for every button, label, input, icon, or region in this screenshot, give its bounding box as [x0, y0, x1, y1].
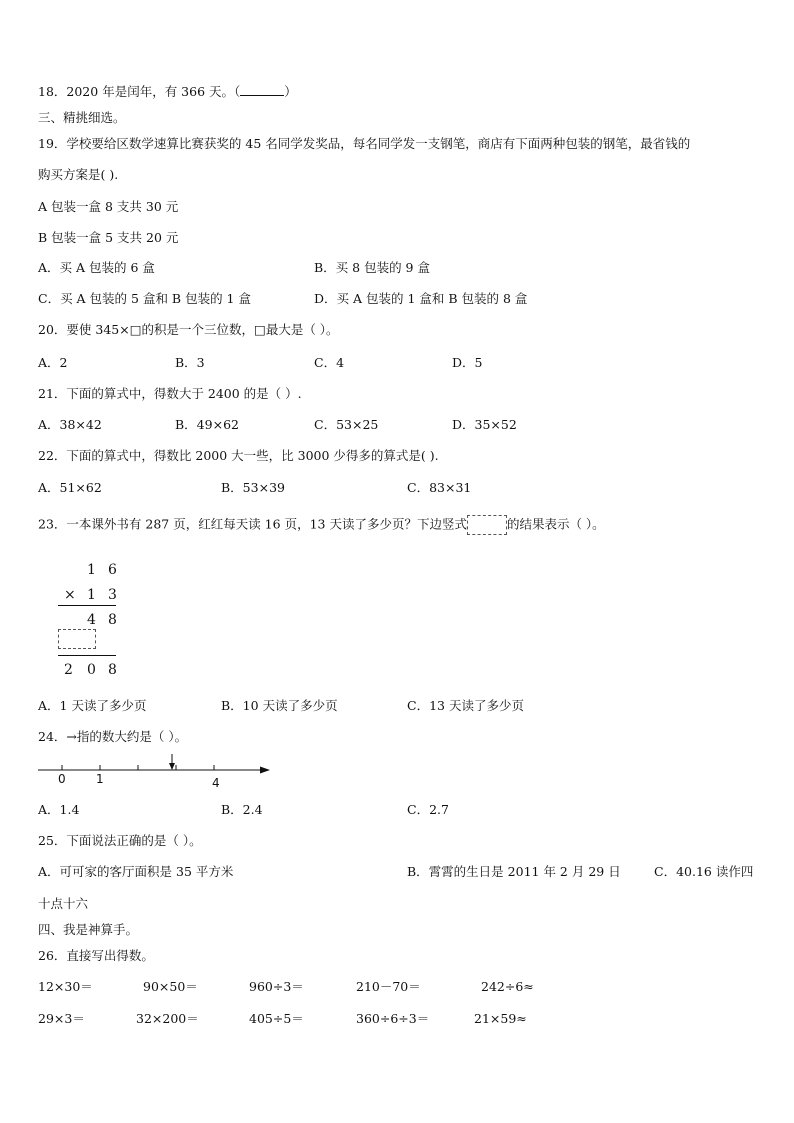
question-19-line2: 购买方案是( ). — [38, 167, 119, 182]
q25-option-a[interactable]: A．可可家的客厅面积是 35 平方米 — [38, 864, 234, 879]
q25-option-c-continuation: 十点十六 — [38, 896, 89, 911]
q20-option-c[interactable]: C．4 — [314, 355, 345, 370]
digit: 1 — [87, 562, 96, 578]
question-23-text-before: 23．一本课外书有 287 页，红红每天读 16 页，13 天读了多少页？下边竖式 — [38, 516, 467, 532]
number-line — [36, 752, 276, 792]
q19-option-a[interactable]: A．买 A 包装的 6 盒 — [38, 260, 155, 275]
number-line-label: 1 — [96, 772, 104, 786]
q23-option-c[interactable]: C．13 天读了多少页 — [407, 698, 524, 713]
q24-option-c[interactable]: C．2.7 — [407, 802, 449, 817]
divider-line — [58, 605, 116, 606]
q20-option-a[interactable]: A．2 — [38, 355, 68, 370]
calc-item[interactable]: 32×200＝ — [136, 1011, 199, 1026]
q21-option-c[interactable]: C．53×25 — [314, 417, 379, 432]
digit: 2 — [64, 662, 73, 678]
q22-option-c[interactable]: C．83×31 — [407, 480, 472, 495]
question-26: 26．直接写出得数。 — [38, 948, 154, 963]
question-23 — [38, 515, 605, 535]
digit: 0 — [87, 662, 96, 678]
section-3-heading: 三、精挑细选。 — [38, 110, 126, 125]
multiply-sign: × — [64, 587, 76, 603]
q25-option-c[interactable]: C．40.16 读作四 — [654, 864, 754, 879]
calc-item[interactable]: 29×3＝ — [38, 1011, 85, 1026]
q19-option-d[interactable]: D．买 A 包装的 1 盒和 B 包装的 8 盒 — [314, 291, 528, 306]
number-line-arrowhead — [260, 767, 270, 774]
q23-option-a[interactable]: A．1 天读了多少页 — [38, 698, 147, 713]
calc-item[interactable]: 12×30＝ — [38, 979, 93, 994]
q24-option-a[interactable]: A．1.4 — [38, 802, 80, 817]
number-line-label: 4 — [212, 776, 220, 790]
q21-option-d[interactable]: D．35×52 — [452, 417, 517, 432]
calc-item[interactable]: 210－70＝ — [356, 979, 421, 994]
question-20: 20．要使 345×□的积是一个三位数，□最大是（ ）。 — [38, 322, 339, 337]
digit: 3 — [108, 587, 117, 603]
calc-item[interactable]: 21×59≈ — [474, 1011, 527, 1026]
answer-blank[interactable] — [240, 84, 284, 96]
q22-option-b[interactable]: B．53×39 — [221, 480, 285, 495]
question-23-text-after: 的结果表示（ ）。 — [506, 516, 605, 532]
digit: 6 — [108, 562, 117, 578]
q19-option-c[interactable]: C．买 A 包装的 5 盒和 B 包装的 1 盒 — [38, 291, 251, 306]
digit: 4 — [87, 612, 96, 628]
q20-option-d[interactable]: D．5 — [452, 355, 483, 370]
question-19-line1: 19．学校要给区数学速算比赛获奖的 45 名同学发奖品，每名同学发一支钢笔，商店有下面两种包装的钢笔，最省钱的 — [38, 136, 691, 151]
digit: 8 — [108, 612, 117, 628]
q22-option-a[interactable]: A．51×62 — [38, 480, 102, 495]
section-4-heading: 四、我是神算手。 — [38, 922, 139, 937]
number-line-label: 0 — [58, 772, 66, 786]
digit: 8 — [108, 662, 117, 678]
q24-option-b[interactable]: B．2.4 — [221, 802, 263, 817]
q21-option-a[interactable]: A．38×42 — [38, 417, 102, 432]
question-21: 21．下面的算式中，得数大于 2400 的是（ ）. — [38, 386, 302, 401]
q20-option-b[interactable]: B．3 — [175, 355, 205, 370]
down-arrow-icon-head — [169, 763, 175, 770]
digit: 1 — [87, 587, 96, 603]
pack-a-description: A 包装一盒 8 支共 30 元 — [38, 199, 179, 214]
calc-item[interactable]: 360÷6÷3＝ — [356, 1011, 430, 1026]
q19-option-b[interactable]: B．买 8 包装的 9 盒 — [314, 260, 430, 275]
calc-item[interactable]: 90×50＝ — [143, 979, 198, 994]
calc-item[interactable]: 405÷5＝ — [249, 1011, 304, 1026]
q25-option-b[interactable]: B．霄霄的生日是 2011 年 2 月 29 日 — [407, 864, 621, 879]
question-25: 25．下面说法正确的是（ ）。 — [38, 833, 202, 848]
calc-item[interactable]: 242÷6≈ — [481, 979, 534, 994]
divider-line — [58, 655, 116, 656]
q23-option-b[interactable]: B．10 天读了多少页 — [221, 698, 338, 713]
question-22: 22．下面的算式中，得数比 2000 大一些，比 3000 少得多的算式是( ). — [38, 448, 439, 463]
question-18-text: 18．2020 年是闰年，有 366 天。（ — [38, 84, 241, 99]
q21-option-b[interactable]: B．49×62 — [175, 417, 239, 432]
dashed-box-marker — [467, 515, 507, 535]
dashed-box-partial-product — [58, 629, 96, 649]
question-24: 24．→指的数大约是（ ）。 — [38, 729, 188, 744]
calc-item[interactable]: 960÷3＝ — [249, 979, 304, 994]
pack-b-description: B 包装一盒 5 支共 20 元 — [38, 230, 179, 245]
question-18: 18．2020 年是闰年，有 366 天。（ ） — [38, 84, 297, 99]
